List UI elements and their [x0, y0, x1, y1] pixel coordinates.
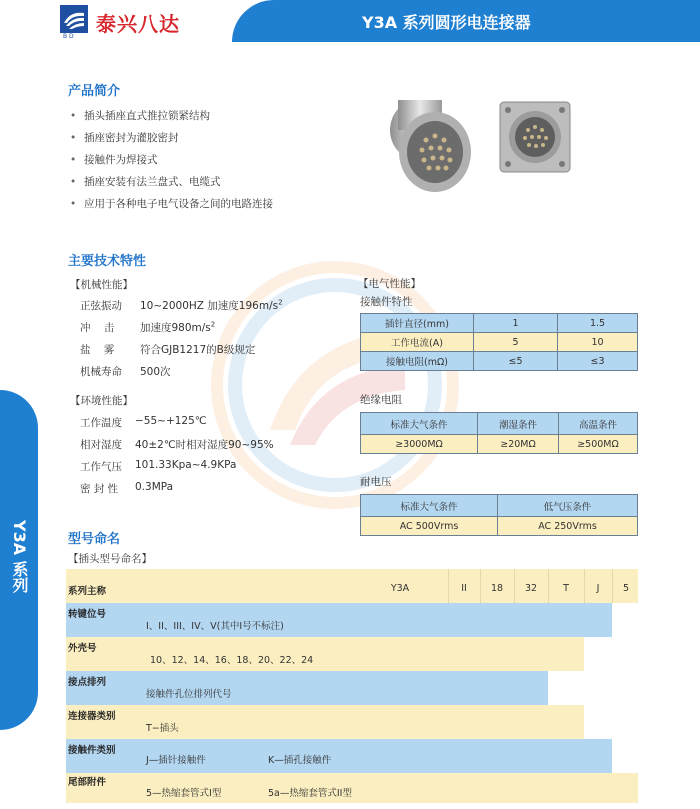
naming-row-text: T−插头 [146, 723, 179, 734]
intro-title: 产品简介 [68, 84, 121, 99]
env-value: 0.3MPa [135, 481, 174, 493]
table-row [361, 413, 638, 435]
contact-table [360, 313, 638, 371]
mech-value: 符合GJB1217的B级规定 [140, 344, 256, 356]
table-row [361, 352, 638, 371]
naming-row-text: I、II、III、IV、V(其中I号不标注) [146, 621, 284, 632]
env-label: 相对湿度 [80, 439, 122, 451]
intro-item: • 接触件为焊接式 [70, 152, 158, 167]
connector-product-image [380, 90, 590, 200]
naming-row-text: 10、12、14、16、18、20、22、24 [150, 655, 314, 666]
divider [448, 569, 449, 603]
table-row [361, 435, 638, 454]
naming-code-type: T [563, 583, 569, 594]
divider [584, 569, 585, 603]
mech-value: 500次 [140, 366, 171, 378]
table-cell: ≥500MΩ [559, 435, 638, 454]
mech-label: 正弦振动 [80, 300, 122, 312]
naming-title: 型号命名 [68, 532, 121, 547]
table-cell: 插针直径(mm) [361, 314, 474, 333]
table-cell: ≤5 [474, 352, 558, 371]
brand-name: 泰兴八达 [96, 12, 180, 36]
table-row [361, 517, 638, 536]
naming-row-label: 尾部附件 [68, 777, 107, 788]
mech-label: 冲 击 [80, 322, 115, 334]
voltage-title: 耐电压 [360, 476, 392, 488]
naming-row-text-2: K—插孔接触件 [268, 755, 332, 766]
company-logo-icon [60, 5, 88, 33]
intro-item: • 应用于各种电子电气设备之间的电路连接 [70, 196, 273, 211]
mech-label: 盐 雾 [80, 344, 115, 356]
mech-heading: 【机械性能】 [70, 279, 133, 291]
naming-row-label: 接点排列 [68, 677, 107, 688]
mech-value: 10~2000HZ 加速度$196m/s^2$ [140, 298, 283, 312]
table-row [361, 495, 638, 517]
table-cell: 5 [474, 333, 558, 352]
intro-item: • 插座安装有法兰盘式、电缆式 [70, 174, 221, 189]
naming-row-label: 接触件类别 [68, 745, 116, 756]
insulation-title: 绝缘电阻 [360, 394, 402, 406]
table-row [361, 314, 638, 333]
intro-item: • 插座密封为灌胶密封 [70, 130, 179, 145]
table-cell: 工作电流(A) [361, 333, 474, 352]
env-value: 40±2℃时相对湿度90~95% [135, 439, 274, 451]
naming-code-layout: 32 [524, 583, 538, 594]
table-cell: AC 250Vrms [498, 517, 638, 536]
naming-row-label: 连接器类别 [68, 711, 116, 722]
tech-title: 主要技术特性 [68, 254, 147, 269]
table-cell: 标准大气条件 [361, 495, 498, 517]
naming-row-text-2: 5a—热缩套管式II型 [268, 788, 352, 799]
table-cell: 1.5 [558, 314, 638, 333]
table-cell: ≥3000MΩ [361, 435, 478, 454]
table-cell: 低气压条件 [498, 495, 638, 517]
page-title: Y3A 系列圆形电连接器 [362, 13, 531, 32]
mech-value: 加速度$980m/s^2$ [140, 320, 216, 334]
naming-row-label: 外壳号 [68, 643, 97, 654]
table-row [361, 333, 638, 352]
elec-heading: 【电气性能】 [358, 278, 421, 290]
series-side-label: Y3A 系列 [10, 520, 29, 593]
naming-row-label: 转键位号 [68, 609, 107, 620]
table-cell: 1 [474, 314, 558, 333]
logo-subtext: B D [63, 33, 74, 40]
env-value: 101.33Kpa~4.9KPa [135, 459, 237, 471]
env-value: −55~+125℃ [135, 415, 207, 427]
naming-band [66, 705, 584, 739]
table-cell: 10 [558, 333, 638, 352]
table-cell: 接触电阻(mΩ) [361, 352, 474, 371]
env-label: 密 封 性 [80, 483, 119, 495]
voltage-table [360, 494, 638, 536]
mech-label: 机械寿命 [80, 366, 122, 378]
divider [480, 569, 481, 603]
divider [548, 569, 549, 603]
insulation-table [360, 412, 638, 454]
contact-title: 接触件特性 [360, 296, 413, 308]
naming-header-label: 系列主称 [68, 586, 107, 597]
env-label: 工作温度 [80, 417, 122, 429]
table-cell: 高温条件 [559, 413, 638, 435]
naming-band [66, 637, 584, 671]
naming-row-text: J—插针接触件 [146, 755, 206, 766]
divider [514, 569, 515, 603]
naming-code-contact: J [596, 583, 600, 594]
divider [612, 569, 613, 603]
table-cell: ≥20MΩ [478, 435, 559, 454]
env-label: 工作气压 [80, 461, 122, 473]
naming-code-shell: 18 [490, 583, 504, 594]
table-cell: ≤3 [558, 352, 638, 371]
naming-row-text: 5—热缩套管式I型 [146, 788, 222, 799]
naming-code-tail: 5 [622, 583, 630, 594]
table-cell: AC 500Vrms [361, 517, 498, 536]
table-cell: 标准大气条件 [361, 413, 478, 435]
naming-subtitle: 【插头型号命名】 [68, 553, 152, 565]
table-cell: 潮湿条件 [478, 413, 559, 435]
naming-code-series: Y3A [390, 583, 410, 594]
naming-band [66, 671, 548, 705]
naming-code-key: II [461, 583, 467, 594]
naming-row-text: 接触件孔位排列代号 [146, 689, 232, 700]
env-heading: 【环境性能】 [70, 395, 133, 407]
intro-item: • 插头插座直式推拉锁紧结构 [70, 108, 210, 123]
